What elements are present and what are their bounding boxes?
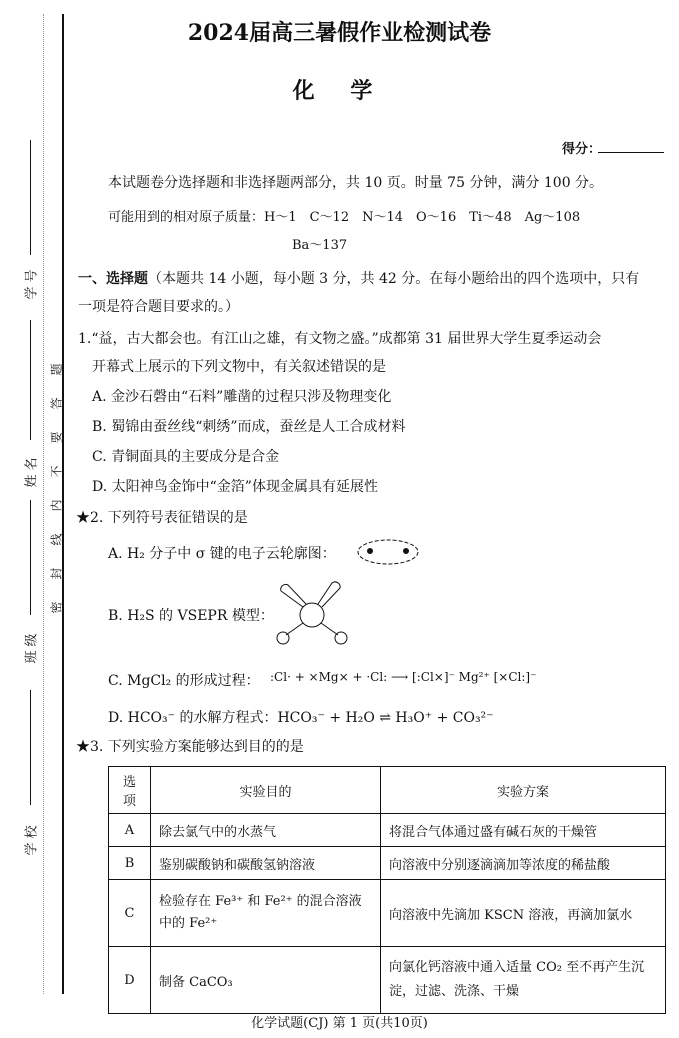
score-label: 得分： bbox=[562, 142, 602, 157]
row-plan: 向氯化钙溶液中通入适量 CO₂ 至不再产生沉淀，过滤、洗涤、干燥 bbox=[381, 947, 666, 1014]
row-purpose: 除去氯气中的水蒸气 bbox=[151, 814, 381, 847]
row-option: A bbox=[109, 814, 151, 847]
h2s-vsepr-model bbox=[272, 580, 352, 650]
header-purpose: 实验目的 bbox=[151, 767, 381, 814]
label-school: 学校 bbox=[24, 821, 40, 856]
atomic-masses: 可能用到的相对原子质量：H～1 C～12 N～14 O～16 Ti～48 Ag～108 bbox=[108, 210, 581, 225]
row-option: B bbox=[109, 847, 151, 880]
row-plan: 向溶液中分别逐滴滴加等浓度的稀盐酸 bbox=[381, 847, 666, 880]
subject-title: 化 学 bbox=[292, 78, 387, 104]
q2-option-c: C. MgCl₂ 的形成过程： bbox=[108, 673, 260, 689]
row-plan: 将混合气体通过盛有碱石灰的干燥管 bbox=[381, 814, 666, 847]
class-blank bbox=[30, 500, 31, 615]
q2-stem: 2. 下列符号表征错误的是 bbox=[90, 510, 248, 526]
q2-option-d: D. HCO₃⁻ 的水解方程式：HCO₃⁻ + H₂O ⇌ H₃O⁺ + CO₃²⁻ bbox=[108, 710, 494, 726]
row-option: C bbox=[109, 880, 151, 947]
q3-stem: 3. 下列实验方案能够达到目的的是 bbox=[90, 739, 304, 755]
q1-option-c: C. 青铜面具的主要成分是合金 bbox=[92, 449, 280, 465]
table-row bbox=[109, 880, 666, 947]
h2-sigma-orbital-diagram bbox=[356, 537, 420, 567]
header-plan: 实验方案 bbox=[381, 767, 666, 814]
exam-title: 2024届高三暑假作业检测试卷 bbox=[187, 20, 492, 46]
school-blank bbox=[30, 690, 31, 805]
q1-option-a: A. 金沙石磬由“石料”雕凿的过程只涉及物理变化 bbox=[92, 389, 392, 405]
label-class: 班级 bbox=[24, 629, 40, 664]
q1-stem: 1.“益，古大都会也。有江山之雄，有文物之盛。”成都第 31 届世界大学生夏季运动会 bbox=[78, 331, 602, 347]
row-option: D bbox=[109, 947, 151, 1014]
page-footer: 化学试题(CJ) 第 1 页(共10页) bbox=[251, 1016, 428, 1031]
name-blank bbox=[30, 320, 31, 440]
label-name: 姓名 bbox=[24, 453, 40, 488]
table-header-row bbox=[109, 767, 666, 814]
seal-notice: 密封线内不要答题 bbox=[49, 341, 64, 614]
header-option: 选项 bbox=[109, 767, 151, 814]
q1-stem-cont: 开幕式上展示的下列文物中，有关叙述错误的是 bbox=[92, 359, 386, 375]
student-no-blank bbox=[30, 140, 31, 255]
q2-option-a: A. H₂ 分子中 σ 键的电子云轮廓图： bbox=[108, 546, 336, 562]
label-student-no: 学号 bbox=[24, 265, 40, 300]
table-row bbox=[109, 814, 666, 847]
q1-option-b: B. 蜀锦由蚕丝线“刺绣”而成，蚕丝是人工合成材料 bbox=[92, 419, 406, 435]
q2-option-b: B. H₂S 的 VSEPR 模型： bbox=[108, 608, 274, 624]
experiment-table bbox=[108, 766, 666, 1014]
star-icon: ★ bbox=[76, 510, 90, 526]
intro-text: 本试题卷分选择题和非选择题两部分，共 10 页。时量 75 分钟，满分 100 分。 bbox=[108, 175, 604, 191]
row-purpose: 鉴别碳酸钠和碳酸氢钠溶液 bbox=[151, 847, 381, 880]
score-blank[interactable] bbox=[598, 152, 664, 153]
atomic-masses-cont: Ba～137 bbox=[292, 238, 348, 253]
seal-dotted-line bbox=[43, 14, 45, 994]
section-desc-cont: 一项是符合题目要求的。） bbox=[78, 299, 239, 315]
section-desc: （本题共 14 小题，每小题 3 分，共 42 分。在每小题给出的四个选项中，只有 bbox=[148, 271, 640, 287]
table-row bbox=[109, 847, 666, 880]
row-purpose: 检验存在 Fe³⁺ 和 Fe²⁺ 的混合溶液中的 Fe²⁺ bbox=[151, 880, 381, 947]
mgcl2-formation-diagram: :Cl· + ×Mg× + ·Cl: ⟶ [:Cl×]⁻ Mg²⁺ [×Cl:]⁻ bbox=[270, 670, 537, 684]
row-plan: 向溶液中先滴加 KSCN 溶液，再滴加氯水 bbox=[381, 880, 666, 947]
table-row bbox=[109, 947, 666, 1014]
star-icon: ★ bbox=[76, 739, 90, 755]
section-title: 一、选择题 bbox=[78, 271, 148, 287]
row-purpose: 制备 CaCO₃ bbox=[151, 947, 381, 1014]
q1-option-d: D. 太阳神鸟金饰中“金箔”体现金属具有延展性 bbox=[92, 479, 378, 495]
